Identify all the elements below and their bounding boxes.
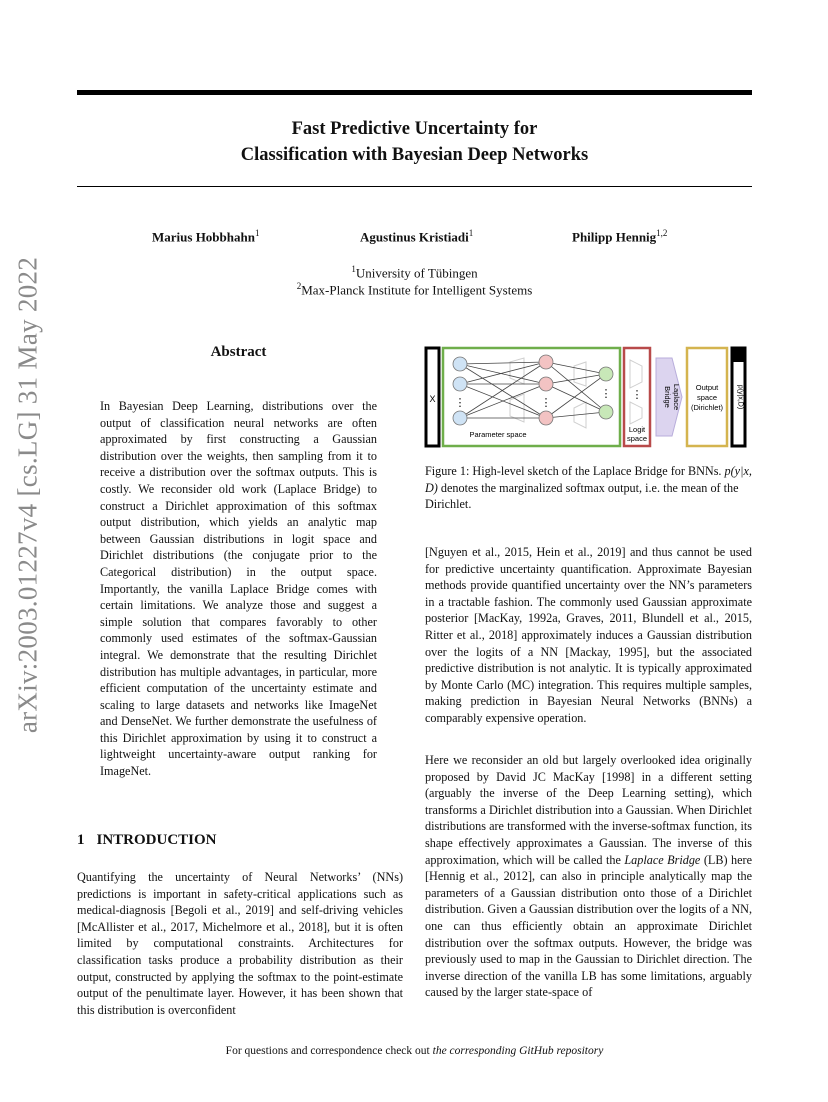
paper-title	[77, 116, 752, 168]
parameter-space-label: Parameter space	[469, 430, 527, 439]
title-line-2: Classification with Bayesian Deep Networks	[240, 145, 589, 165]
affiliation-1: $^1$University of Tübingen	[351, 264, 478, 281]
github-link[interactable]: the corresponding GitHub repository	[432, 1045, 604, 1057]
abstract-heading: Abstract	[210, 344, 267, 360]
introduction-text: Quantifying the uncertainty of Neural Networks’ (NNs) predictions is important in safety-critical applications such as medical-diagnosis [Begoli et al., 2019] and self-driving vehicles [McAllister et al., 2017, Michelmore et al., 2018], but it is often limited by computational constraints. Architectures for classification tasks produce a probability distribution as their output, constructed by applying the softmax to the point-estimate output of the penultimate layer. However, it has been shown that this distribution is overconfident	[77, 870, 403, 1017]
logit-space-label-2: space	[626, 434, 648, 443]
final-output-header	[732, 348, 745, 362]
laplace-bridge-label-2: Bridge	[663, 386, 672, 408]
author-1: Marius Hobbhahn$^1$	[152, 228, 260, 245]
input-node	[453, 357, 467, 371]
footer-note: For questions and correspondence check out the corresponding GitHub repository	[225, 1045, 604, 1057]
output-space-label-1: Output	[695, 383, 719, 392]
input-node	[453, 411, 467, 425]
laplace-bridge-label-1: Laplace	[672, 383, 681, 411]
section-heading-introduction: 1 INTRODUCTION	[77, 832, 217, 848]
author-2: Agustinus Kristiadi$^1$	[360, 228, 474, 245]
output-dots: ⋮	[600, 388, 612, 400]
laplace-bridge-figure	[424, 344, 754, 450]
input-dots: ⋮	[454, 397, 466, 409]
figure-caption: Figure 1: High-level sketch of the Laplace Bridge for BNNs. p(y|x, D) denotes the marginalized softmax output, i.e. the mean of the Dirichlet.	[425, 464, 752, 512]
affiliation-2: $^2$Max-Planck Institute for Intelligent Systems	[296, 281, 533, 298]
output-space-label-2: space	[696, 393, 718, 402]
title-rule	[77, 186, 752, 187]
arxiv-identifier-text: arXiv:2003.01227v4 [cs.LG] 31 May 2022	[12, 256, 43, 734]
abstract-text: In Bayesian Deep Learning, distributions over the output of classification neural networks are often approximated by first constructing a Gaussian distribution over the weights, then sampling from it to receive a distribution over the softmax outputs. This is costly. We reconsider old work (Laplace Bridge) to construct a Dirichlet approximation of this softmax output distribution, which yields an analytic map between Gaussian distributions in logit space and Dirichlet distributions (the conjugate prior to the Categorical distribution) in the output space. Importantly, the vanilla Laplace Bridge comes with certain limitations. We analyze those and suggest a simple solution that compares favorably to other commonly used estimates of the softmax-Gaussian integral. We demonstrate that the resulting Dirichlet distribution has multiple advantages, in particular, more efficient computation of the uncertainty estimate and scaling to large datasets and networks like ImageNet and DenseNet. We further demonstrate the usefulness of this Dirichlet approximation by using it to construct a lightweight uncertainty-aware output ranking for ImageNet.	[100, 399, 377, 779]
input-label: X	[429, 394, 436, 404]
hidden-dots: ⋮	[540, 397, 552, 409]
input-node	[453, 377, 467, 391]
laplace-bridge-term: Laplace Bridge	[624, 852, 701, 867]
caption-math: p(y|x, D)	[425, 464, 752, 495]
output-node	[599, 367, 613, 381]
right-paragraph-1: [Nguyen et al., 2015, Hein et al., 2019] and thus cannot be used for predictive uncertainty quantification. Approximate Bayesian methods provide quantified uncertainty over the NN’s parameters in a tractable fashion. The commonly used Gaussian approximate posterior [MacKay, 1992a, Graves, 2011, Blundell et al., 2015, Ritter et al., 2018] approximately induces a Gaussian distribution over the logits of a NN [Mackay, 1995], but the associated predictive distribution is not analytic. It is typically approximated by Monte Carlo (MC) integration. This requires multiple samples, making prediction in Bayesian Neural Networks (BNNs) a comparably expensive operation.	[425, 545, 752, 725]
logit-dots: ⋮	[631, 389, 643, 401]
output-node	[599, 405, 613, 419]
output-space-label-3: (Dirichlet)	[690, 403, 724, 412]
final-output-label: p(y|x,D)	[736, 384, 744, 410]
arxiv-identifier	[4, 256, 52, 734]
title-line-1: Fast Predictive Uncertainty for	[291, 119, 538, 139]
hidden-node	[539, 411, 553, 425]
author-3: Philipp Hennig$^{1,2}$	[572, 228, 668, 245]
hidden-node	[539, 377, 553, 391]
logit-space-label-1: Logit	[628, 425, 646, 434]
right-paragraph-2: Here we reconsider an old but largely overlooked idea originally proposed by David JC MacKay [1998] in a different setting (arguably the inverse of the Deep Learning setting), which transforms a Dirichlet distribution into a Gaussian. When Dirichlet distributions are transformed with the inverse-softmax function, its shape effectively approximates a Gaussian. The inverse of this approximation, which will be called the Laplace Bridge (LB) here [Hennig et al., 2012], can also in principle analytically map the parameters of a Gaussian distribution onto those of a Dirichlet distribution. Given a Gaussian distribution over the logits of a NN, one can thus efficiently obtain an approximate Dirichlet distribution over the softmax outputs. However, the bridge was previously used to map in the Gaussian to Dirichlet direction. The inverse direction of the vanilla LB has some limitations, arguably caused by the larger state-space of	[425, 753, 753, 1000]
top-rule	[77, 90, 752, 95]
hidden-node	[539, 355, 553, 369]
